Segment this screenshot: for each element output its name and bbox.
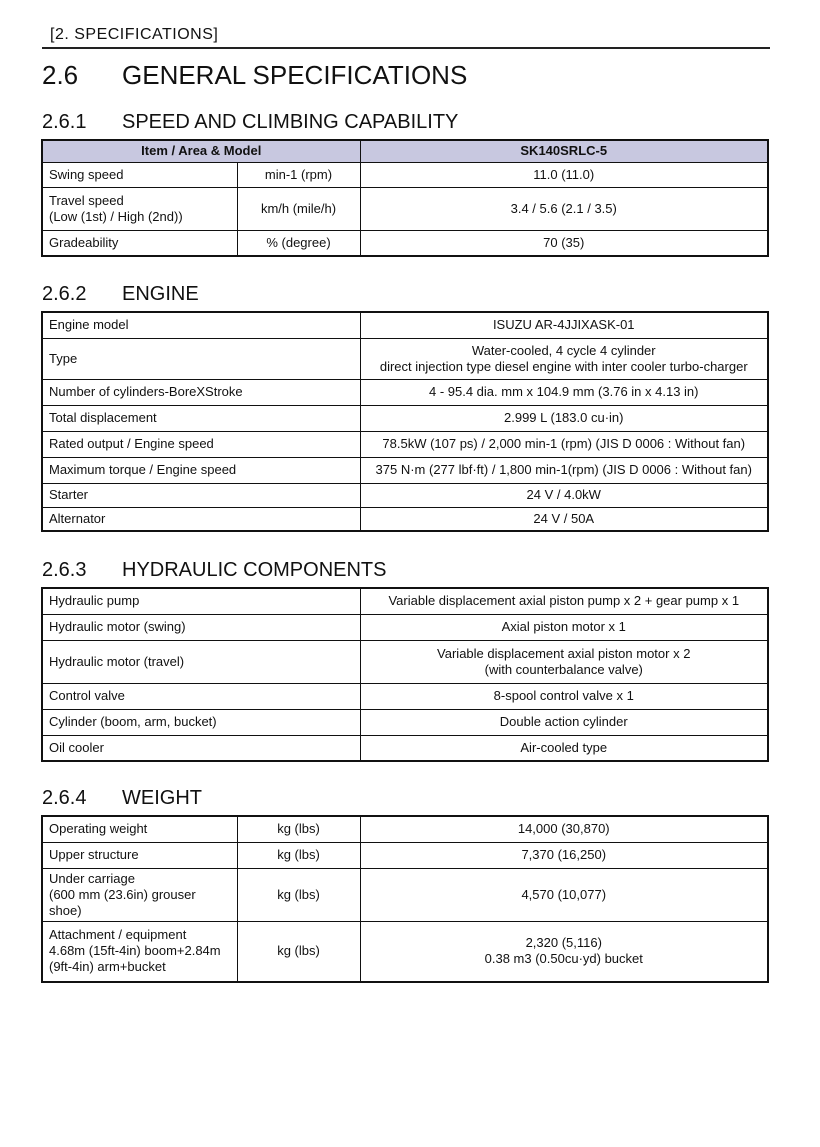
section-title (42, 60, 467, 91)
value-cell (360, 379, 768, 405)
cell-line: 2.999 L (183.0 cu·in) (504, 410, 624, 425)
subsection-title-engine (42, 283, 199, 306)
cell-line: 375 N·m (277 lbf·ft) / 1,800 min-1(rpm) (JIS D 0006 : Without fan) (375, 462, 752, 477)
cell-line: 70 (35) (543, 234, 585, 250)
header-model: SK140SRLC-5 (360, 140, 768, 162)
cell-line: Gradeability (49, 234, 119, 250)
table-row (42, 230, 768, 256)
hydraulic-table (41, 587, 769, 762)
item-cell (42, 338, 360, 379)
cell-line: Type (49, 350, 78, 366)
value-cell (360, 868, 768, 921)
unit-cell: min-1 (rpm) (237, 162, 360, 187)
cell-line: Hydraulic pump (49, 593, 140, 609)
table-row (42, 842, 768, 868)
section-number: 2.6 (42, 60, 79, 90)
cell-line: Hydraulic motor (swing) (49, 619, 186, 634)
subsection-heading: WEIGHT (122, 787, 202, 809)
cell-line: Operating weight (49, 821, 148, 837)
table-row (42, 507, 768, 531)
cell-line: Travel speed (49, 192, 124, 208)
item-cell (42, 709, 360, 735)
cell-line: Under carriage (49, 870, 135, 886)
cell-line: Alternator (49, 510, 106, 526)
value-cell (360, 483, 768, 507)
cell-line: Upper structure (49, 847, 139, 862)
cell-line: Number of cylinders-BoreXStroke (49, 384, 243, 399)
subsection-number: 2.6.4 (42, 787, 87, 809)
item-cell (42, 614, 360, 640)
cell-line: Maximum torque / Engine speed (49, 462, 237, 477)
cell-line: Variable displacement axial piston pump x 2 + gear pump x 1 (388, 593, 740, 609)
subsection-number: 2.6.1 (42, 111, 87, 133)
item-cell (42, 735, 360, 761)
value-cell (360, 683, 768, 709)
cell-line: 7,370 (16,250) (521, 847, 607, 862)
cell-line: 2,320 (5,116) (525, 935, 602, 951)
engine-table (41, 311, 769, 532)
table-row (42, 588, 768, 614)
item-cell (42, 187, 237, 230)
item-cell (42, 640, 360, 683)
cell-line: ISUZU AR-4JJIXASK-01 (492, 317, 635, 333)
value-cell (360, 588, 768, 614)
cell-line: direct injection type diesel engine with inter cooler turbo-charger (379, 358, 748, 374)
table-row (42, 405, 768, 431)
item-cell (42, 507, 360, 531)
value-cell (360, 162, 768, 187)
subsection-title-speed (42, 111, 458, 134)
value-cell (360, 507, 768, 531)
subsection-number: 2.6.2 (42, 283, 87, 305)
item-cell (42, 457, 360, 483)
section-heading: GENERAL SPECIFICATIONS (122, 60, 468, 90)
unit-cell: kg (lbs) (237, 816, 360, 842)
unit-cell: % (degree) (237, 230, 360, 256)
cell-line: Hydraulic motor (travel) (49, 653, 185, 669)
value-cell (360, 338, 768, 379)
cell-line: Total displacement (49, 410, 157, 425)
subsection-heading: SPEED AND CLIMBING CAPABILITY (122, 111, 459, 133)
unit-cell: km/h (mile/h) (237, 187, 360, 230)
cell-line: 4,570 (10,077) (521, 886, 607, 902)
item-cell (42, 431, 360, 457)
table-row (42, 683, 768, 709)
cell-line: Variable displacement axial piston motor x 2 (437, 645, 691, 661)
item-cell (42, 405, 360, 431)
table-row (42, 614, 768, 640)
value-cell (360, 709, 768, 735)
cell-line: (Low (1st) / High (2nd)) (49, 208, 183, 224)
table-row (42, 709, 768, 735)
item-cell (42, 312, 360, 338)
value-cell (360, 921, 768, 982)
header-item-area-model: Item / Area & Model (42, 140, 360, 162)
table-row (42, 162, 768, 187)
cell-line: Control valve (49, 688, 125, 703)
cell-line: 4.68m (15ft-4in) boom+2.84m (49, 943, 221, 959)
cell-line: Axial piston motor x 1 (501, 619, 626, 634)
cell-line: 78.5kW (107 ps) / 2,000 min-1 (rpm) (JIS D 0006 : Without fan) (382, 436, 746, 451)
value-cell (360, 816, 768, 842)
table-row (42, 312, 768, 338)
unit-cell: kg (lbs) (237, 842, 360, 868)
cell-line: Air-cooled type (520, 739, 608, 755)
item-cell (42, 162, 237, 187)
value-cell (360, 735, 768, 761)
cell-line: Oil cooler (49, 739, 104, 755)
cell-line: (9ft-4in) arm+bucket (49, 959, 166, 975)
table-row (42, 816, 768, 842)
item-cell (42, 842, 237, 868)
table-row (42, 457, 768, 483)
cell-line: Cylinder (boom, arm, bucket) (49, 714, 217, 729)
value-cell (360, 842, 768, 868)
cell-line: 11.0 (11.0) (533, 166, 595, 182)
cell-line: 24 V / 4.0kW (526, 487, 601, 502)
table-row (42, 868, 768, 921)
cell-line: (600 mm (23.6in) grouser shoe) (49, 886, 196, 918)
item-cell (42, 868, 237, 921)
cell-line: Attachment / equipment (49, 927, 187, 943)
item-cell (42, 683, 360, 709)
cell-line: 24 V / 50A (533, 510, 595, 526)
subsection-title-weight (42, 787, 202, 810)
cell-line: (with counterbalance valve) (484, 661, 643, 677)
unit-cell: kg (lbs) (237, 868, 360, 921)
item-cell (42, 379, 360, 405)
value-cell (360, 187, 768, 230)
weight-table (41, 815, 769, 983)
table-row (42, 735, 768, 761)
cell-line: Engine model (49, 317, 129, 333)
speed-table (41, 139, 769, 257)
cell-line: Swing speed (49, 166, 124, 182)
cell-line: 8-spool control valve x 1 (493, 688, 634, 703)
value-cell (360, 230, 768, 256)
cell-line: 14,000 (30,870) (517, 821, 610, 837)
value-cell (360, 457, 768, 483)
value-cell (360, 312, 768, 338)
table-row (42, 187, 768, 230)
item-cell (42, 483, 360, 507)
cell-line: 3.4 / 5.6 (2.1 / 3.5) (510, 200, 617, 216)
cell-line: Rated output / Engine speed (49, 436, 214, 451)
item-cell (42, 230, 237, 256)
cell-line: Double action cylinder (499, 714, 628, 729)
subsection-heading: ENGINE (122, 283, 199, 305)
table-row (42, 338, 768, 379)
subsection-title-hydraulic (42, 559, 386, 582)
value-cell (360, 614, 768, 640)
subsection-heading: HYDRAULIC COMPONENTS (122, 559, 387, 581)
cell-line: 4 - 95.4 dia. mm x 104.9 mm (3.76 in x 4.13 in) (428, 384, 699, 399)
chapter-label: [2. SPECIFICATIONS] (50, 26, 219, 43)
table-row (42, 379, 768, 405)
table-row (42, 431, 768, 457)
cell-line: Starter (49, 487, 89, 502)
chapter-header (42, 26, 770, 49)
item-cell (42, 816, 237, 842)
table-row (42, 640, 768, 683)
value-cell (360, 431, 768, 457)
table-row (42, 921, 768, 982)
cell-line: 0.38 m3 (0.50cu·yd) bucket (484, 951, 643, 967)
value-cell (360, 640, 768, 683)
unit-cell: kg (lbs) (237, 921, 360, 982)
subsection-number: 2.6.3 (42, 559, 87, 581)
item-cell (42, 921, 237, 982)
item-cell (42, 588, 360, 614)
value-cell (360, 405, 768, 431)
cell-line: Water-cooled, 4 cycle 4 cylinder (471, 342, 656, 358)
table-row (42, 483, 768, 507)
